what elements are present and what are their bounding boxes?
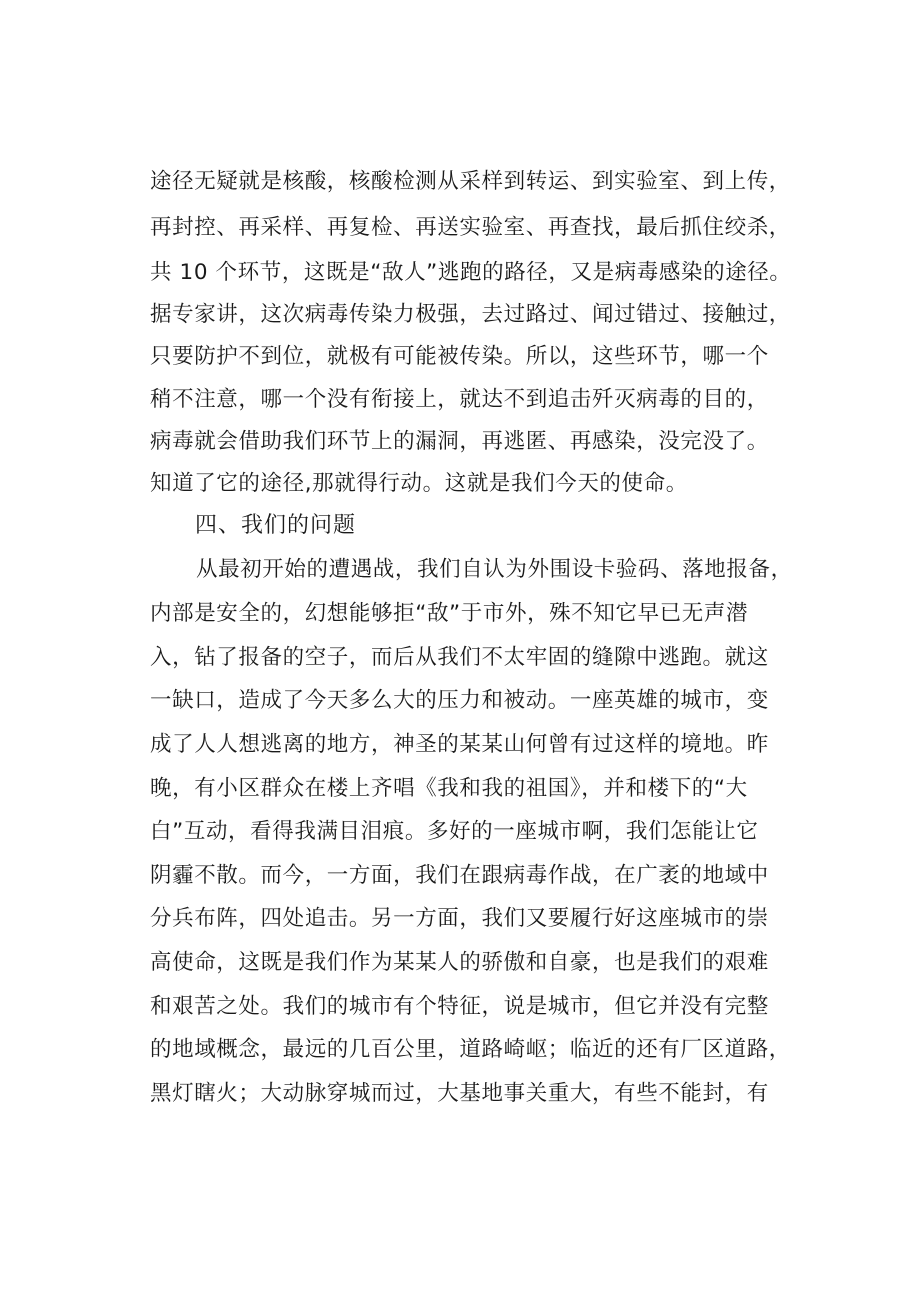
- paragraph-2-line-12: 的地域概念，最远的几百公里，道路崎岖；临近的还有厂区道路，: [150, 1037, 791, 1062]
- paragraph-1-line-8: 知道了它的途径,那就得行动。这就是我们今天的使命。: [150, 471, 688, 496]
- paragraph-1-line-3: 共 10 个环节，这既是“敌人”逃跑的路径，又是病毒感染的途径。: [150, 260, 792, 285]
- paragraph-2-line-6: 晚，有小区群众在楼上齐唱《我和我的祖国》，并和楼下的“大: [150, 776, 748, 801]
- paragraph-2-line-8: 阴霾不散。而今，一方面，我们在跟病毒作战，在广袤的地域中: [150, 863, 769, 888]
- paragraph-2-line-13: 黑灯瞎火；大动脉穿城而过，大基地事关重大，有些不能封，有: [150, 1081, 769, 1106]
- paragraph-2-line-3: 入，钻了报备的空子，而后从我们不太牢固的缝隙中逃跑。就这: [150, 645, 769, 670]
- paragraph-1-line-7: 病毒就会借助我们环节上的漏洞，再逃匿、再感染，没完没了。: [150, 429, 769, 454]
- paragraph-1-line-5: 只要防护不到位，就极有可能被传染。所以，这些环节，哪一个: [150, 344, 769, 369]
- paragraph-2-line-10: 高使命，这既是我们作为某某人的骄傲和自豪，也是我们的艰难: [150, 950, 769, 975]
- paragraph-2-line-1: 从最初开始的遭遇战，我们自认为外围设卡验码、落地报备，: [196, 557, 793, 582]
- paragraph-2-line-7: 白”互动，看得我满目泪痕。多好的一座城市啊，我们怎能让它: [150, 819, 759, 844]
- paragraph-1-line-6: 稍不注意，哪一个没有衔接上，就达不到追击歼灭病毒的目的，: [150, 387, 769, 412]
- paragraph-1-line-1: 途径无疑就是核酸，核酸检测从采样到转运、到实验室、到上传，: [150, 169, 791, 194]
- paragraph-1-line-2: 再封控、再采样、再复检、再送实验室、再查找，最后抓住绞杀，: [150, 215, 791, 240]
- paragraph-2-line-11: 和艰苦之处。我们的城市有个特征，说是城市，但它并没有完整: [150, 994, 769, 1019]
- paragraph-2-line-9: 分兵布阵，四处追击。另一方面，我们又要履行好这座城市的崇: [150, 906, 769, 931]
- paragraph-2-line-5: 成了人人想逃离的地方，神圣的某某山何曾有过这样的境地。昨: [150, 732, 769, 757]
- paragraph-2-line-4: 一缺口，造成了今天多么大的压力和被动。一座英雄的城市，变: [150, 688, 769, 713]
- paragraph-2-line-2: 内部是安全的，幻想能够拒“敌”于市外，殊不知它早已无声潜: [150, 601, 749, 626]
- section-heading: 四、我们的问题: [195, 513, 357, 538]
- paragraph-1-line-4: 据专家讲，这次病毒传染力极强，去过路过、闻过错过、接触过，: [150, 302, 791, 327]
